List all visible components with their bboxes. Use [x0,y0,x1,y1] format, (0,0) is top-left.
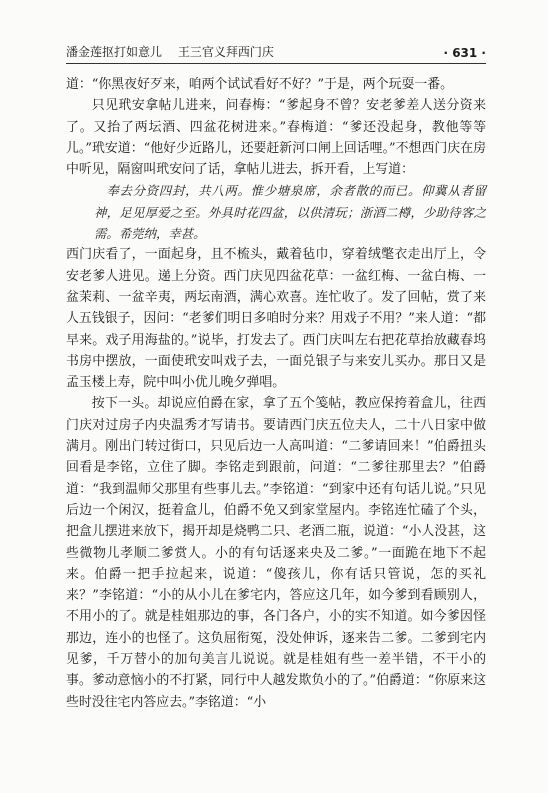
paragraph-4: 按下一头。却说应伯爵在家，拿了五个笺帖，教应保挎着盒儿，往西门庆对过房子内央温秀才写请书。要请西门庆五位夫人，二十八日家中做满月。刚出门转过街口，只见后边一人高叫道：“二爹请回来！”伯爵扭头回看是李铭，立住了脚。李铭走到跟前，问道：“二爹往那里去？”伯爵道：“我到温师父那里有些事儿去。”李铭道：“到家中还有句话儿说。”只见后边一个闲汉，挺着盒儿，伯爵不免又到家堂屋内。李铭连忙磕了个头，把盒儿摆进来放下，揭开却是烧鸭二只、老酒二瓶，说道：“小人没甚，这些微物儿孝顺二爹赏人。小的有句话逐来央及二爹。”一面跪在地下不起来。伯爵一把手拉起来，说道：“傻孩儿，你有话只管说，怎的买礼来？”李铭道：“小的从小儿在爹宅内，答应这几年，如今爹到看顾别人，不用小的了。就是桂姐那边的事，各门各户，小的实不知道。如今爹因怪那边，连小的也怪了。这负屈衔冤，没处伸诉，逐来告二爹。二爹到宅内见爹，千万替小的加句美言儿说说。就是桂姐有些一差半错，不干小的事。爹动意恼小的不打紧，同行中人越发欺负小的了。”伯爵道：“你原来这些时没往宅内答应去。”李铭道：“小 [66,396,486,710]
paragraph-2: 只见玳安拿帖儿进来，问春梅：“爹起身不曾？安老爹差人送分资来了。又抬了两坛酒、四盆花树进来。”春梅道：“爹还没起身，教他等等儿。”玳安道：“他好少近路儿，还要赶新河口闸上回话哩。”不想西门庆在房中听见，隔窗叫玳安问了话，拿帖儿进去，拆开看，上写道： [66,98,486,178]
paragraph-1: 道：“你黑夜好歹来，咱两个试试看好不好？”于是，两个玩耍一番。 [66,77,454,92]
header-titles [66,43,274,60]
paragraph-3: 西门庆看了，一面起身，且不梳头，戴着毡巾，穿着绒氅衣走出厅上，令安老爹人进见。递上分资。西门庆见四盆花草：一盆红梅、一盆白梅、一盆茉莉、一盆辛夷，两坛南酒，满心欢喜。连忙收了。发了回帖，赏了来人五钱银子，因问：“老爹们明日多咱时分来？用戏子不用？”来人道：“都早来。戏子用海盐的。”说毕，打发去了。西门庆叫左右把花草抬放藏春坞书房中摆放，一面使玳安叫戏子去，一面兑银子与来安儿买办。那日又是孟玉楼上寿，院中叫小优儿晚夕弹唱。 [66,247,486,391]
book-title: 潘金莲抠打如意儿 [66,45,163,59]
running-header [66,38,486,64]
quoted-letter: 奉去分资四封，共八两。惟少塘泉席，余者散的而已。仰冀从者留神，足见厚爱之至。外具时花四盆，以供清玩；浙酒二樽，少助待客之需。希莞纳，幸甚。 [94,183,486,242]
page-number: · 631 · [443,46,486,60]
chapter-title: 王三官义拜西门庆 [177,45,274,59]
page-body [66,74,486,713]
